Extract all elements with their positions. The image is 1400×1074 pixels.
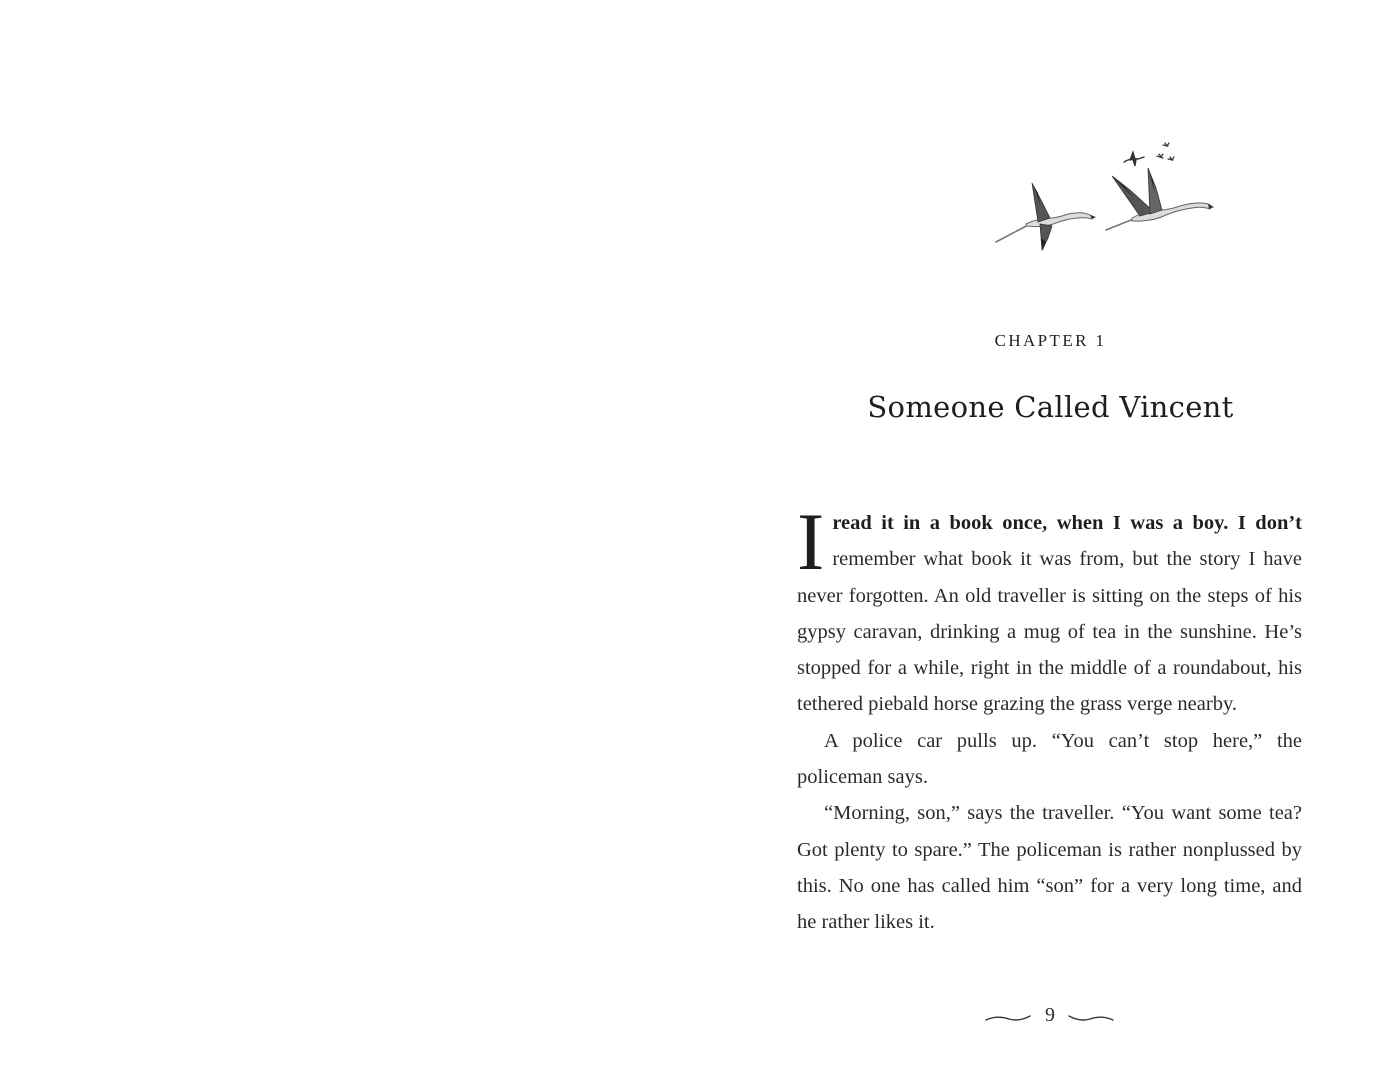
swash-right-icon: [1068, 1013, 1114, 1023]
paragraph-text: remember what book it was from, but the story I have never forgotten. An old traveller is sitting on the steps of his gypsy caravan, drinking a mug of tea in the sunshine. He’s stopped for a while, right in the middle of a roundabout, his tethered piebald horse grazing the grass verge nearby.: [797, 548, 1302, 716]
chapter-title: Someone Called Vincent: [867, 390, 1234, 424]
flamingo-right: [1106, 168, 1214, 230]
chapter-label: CHAPTER 1: [994, 331, 1107, 350]
folio: [970, 1003, 1130, 1033]
page-number: 9: [1045, 1004, 1055, 1026]
paragraph: A police car pulls up. “You can’t stop here,” the policeman says.: [797, 729, 1302, 789]
paragraph: [797, 496, 1302, 723]
drop-cap: I: [797, 496, 825, 587]
swash-left-icon: [985, 1013, 1031, 1023]
chapter-body: [797, 496, 1302, 941]
lead-in: read it in a book once, when I was a boy. I don’t: [832, 512, 1302, 534]
flamingo-left: [996, 183, 1096, 250]
paragraph: “Morning, son,” says the traveller. “You want some tea? Got plenty to spare.” The policeman is rather nonplussed by this. No one has called him “son” for a very long time, and he rather likes it.: [797, 802, 1302, 934]
flamingos-in-flight-icon: [990, 138, 1220, 258]
right-page: [700, 0, 1400, 1074]
